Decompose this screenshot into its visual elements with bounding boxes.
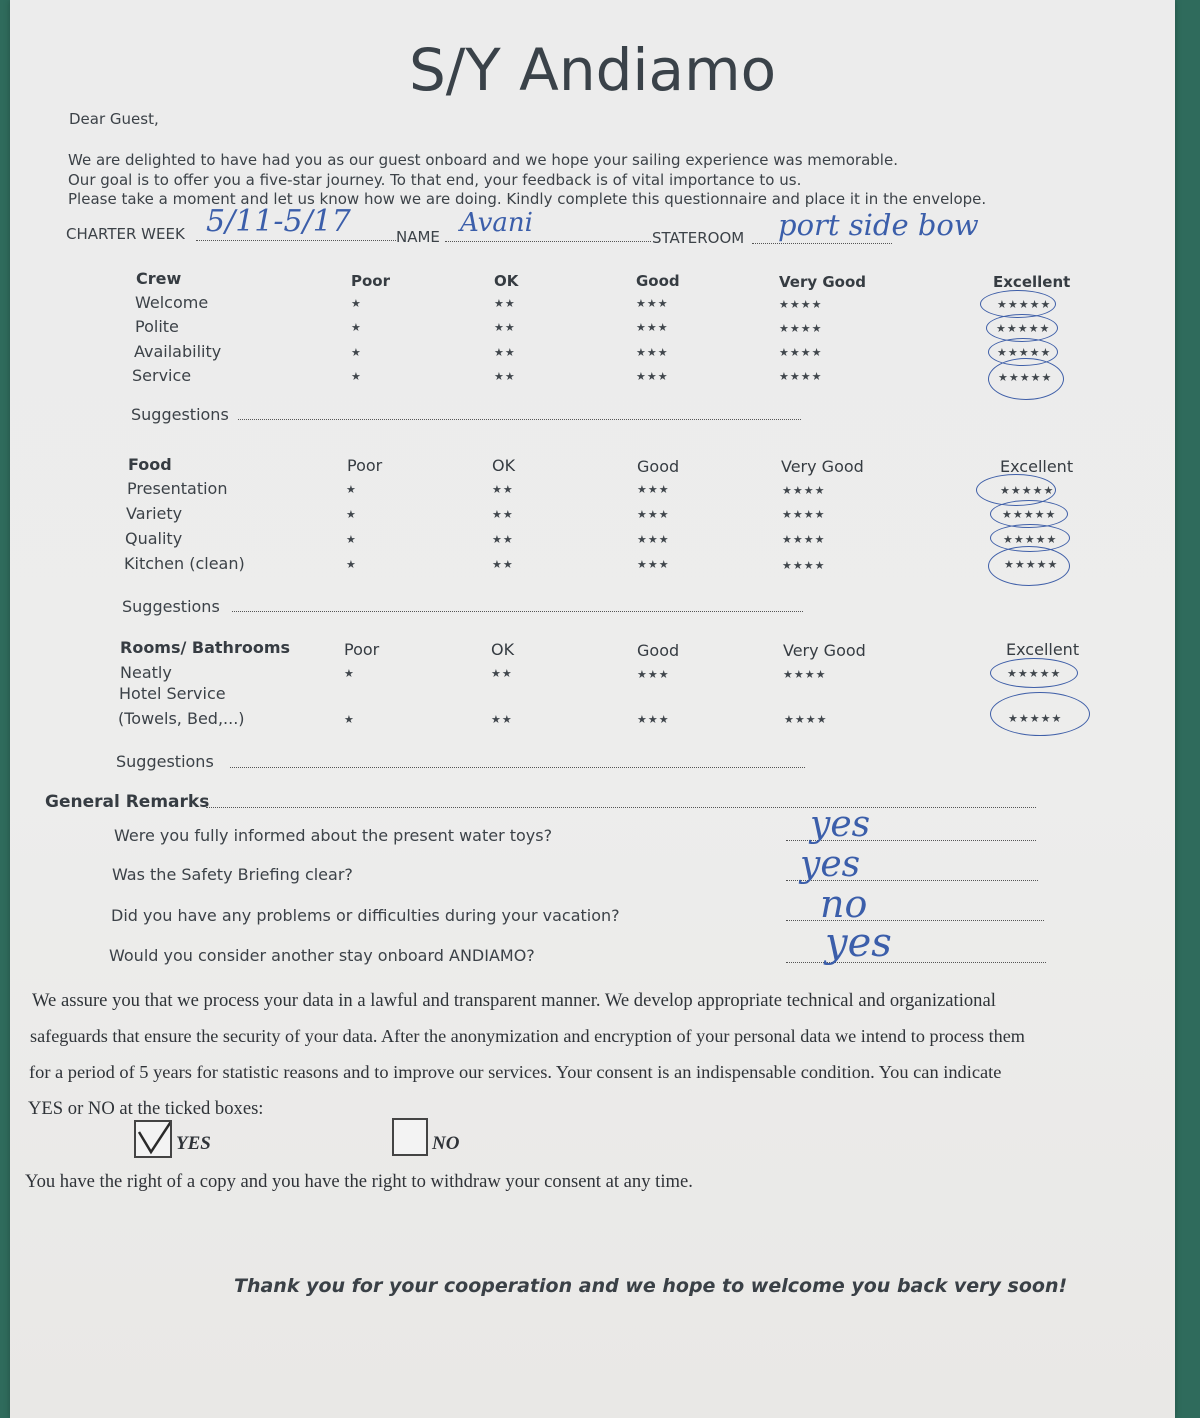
rating-5-star[interactable]: ★★★★★ [1004, 558, 1059, 571]
intro-line-2: Our goal is to offer you a five-star journey. To that end, your feedback is of vital importance to us. [68, 171, 802, 189]
name-line [445, 241, 651, 242]
rating-1-star[interactable]: ★ [351, 370, 362, 383]
rating-5-star[interactable]: ★★★★★ [997, 346, 1052, 359]
rating-1-star[interactable]: ★ [344, 667, 355, 680]
consent-yes-label: YES [176, 1133, 211, 1154]
question-water-toys: Were you fully informed about the present water toys? [114, 826, 553, 845]
stateroom-line [752, 243, 892, 244]
rooms-suggestions-label: Suggestions [116, 752, 214, 771]
answer-problems[interactable]: no [820, 882, 868, 926]
consent-no-label: NO [432, 1133, 460, 1154]
crew-col-excellent: Excellent [993, 273, 1071, 291]
rating-3-star[interactable]: ★★★ [636, 346, 669, 359]
charter-week-line [196, 240, 396, 241]
rating-3-star[interactable]: ★★★ [637, 508, 670, 521]
rating-4-star[interactable]: ★★★★ [782, 508, 826, 521]
rooms-col-very-good: Very Good [783, 641, 866, 660]
rating-4-star[interactable]: ★★★★ [784, 713, 828, 726]
page-title: S/Y Andiamo [408, 36, 777, 104]
rating-1-star[interactable]: ★ [346, 533, 357, 546]
rooms-col-poor: Poor [344, 640, 380, 659]
food-section-title: Food [128, 455, 172, 474]
rating-5-star[interactable]: ★★★★★ [1002, 508, 1057, 521]
intro-line-3: Please take a moment and let us know how we are doing. Kindly complete this questionnaire and place it in the envelope. [68, 190, 987, 208]
privacy-line-3: for a period of 5 years for statistic reasons and to improve our services. Your consent is an indispensable condition. You can indicate [29, 1062, 1002, 1082]
selection-circle [990, 658, 1078, 688]
rating-3-star[interactable]: ★★★ [636, 370, 669, 383]
rating-4-star[interactable]: ★★★★ [782, 533, 826, 546]
crew-section-title: Crew [136, 269, 182, 288]
food-col-ok: OK [492, 456, 516, 475]
crew-col-good: Good [636, 272, 680, 290]
rating-3-star[interactable]: ★★★ [636, 297, 669, 310]
rating-2-star[interactable]: ★★ [492, 483, 514, 496]
crew-col-very-good: Very Good [779, 273, 867, 291]
intro-line-1: We are delighted to have had you as our guest onboard and we hope your sailing experience was memorable. [68, 151, 898, 169]
rating-3-star[interactable]: ★★★ [637, 483, 670, 496]
food-row-kitchen: Kitchen (clean) [124, 554, 245, 573]
crew-row-service: Service [132, 366, 192, 385]
rating-4-star[interactable]: ★★★★ [783, 668, 827, 681]
answer-safety-briefing[interactable]: yes [800, 844, 861, 885]
crew-row-polite: Polite [135, 317, 179, 336]
question-another-stay: Would you consider another stay onboard ANDIAMO? [109, 946, 535, 965]
rating-4-star[interactable]: ★★★★ [779, 298, 823, 311]
rights-text: You have the right of a copy and you have the right to withdraw your consent at any time. [25, 1171, 693, 1192]
name-label: NAME [396, 228, 440, 246]
rating-1-star[interactable]: ★ [351, 346, 362, 359]
rooms-row-towels-bed: (Towels, Bed,...) [118, 709, 245, 728]
rating-4-star[interactable]: ★★★★ [782, 484, 826, 497]
rating-2-star[interactable]: ★★ [494, 321, 516, 334]
rooms-suggestions-line[interactable] [230, 767, 805, 768]
rooms-col-excellent: Excellent [1006, 640, 1080, 659]
rating-1-star[interactable]: ★ [351, 321, 362, 334]
rating-5-star[interactable]: ★★★★★ [1007, 667, 1062, 680]
rating-3-star[interactable]: ★★★ [637, 558, 670, 571]
rating-1-star[interactable]: ★ [344, 713, 355, 726]
rating-5-star[interactable]: ★★★★★ [996, 322, 1051, 335]
rating-3-star[interactable]: ★★★ [637, 668, 670, 681]
rating-1-star[interactable]: ★ [351, 297, 362, 310]
rating-1-star[interactable]: ★ [346, 558, 357, 571]
food-suggestions-label: Suggestions [122, 597, 220, 616]
rating-5-star[interactable]: ★★★★★ [1003, 533, 1058, 546]
rooms-section-title: Rooms/ Bathrooms [120, 638, 291, 657]
rooms-col-good: Good [637, 641, 680, 660]
rating-2-star[interactable]: ★★ [492, 508, 514, 521]
general-remarks-line[interactable] [206, 807, 1036, 808]
rating-4-star[interactable]: ★★★★ [779, 370, 823, 383]
question-safety-briefing: Was the Safety Briefing clear? [112, 865, 353, 884]
crew-row-availability: Availability [134, 342, 222, 361]
rating-3-star[interactable]: ★★★ [637, 713, 670, 726]
food-suggestions-line[interactable] [232, 611, 803, 612]
food-col-excellent: Excellent [1000, 457, 1074, 476]
rating-2-star[interactable]: ★★ [492, 533, 514, 546]
privacy-line-4: YES or NO at the ticked boxes: [28, 1098, 264, 1119]
stateroom-value[interactable]: port side bow [778, 208, 979, 242]
rating-2-star[interactable]: ★★ [492, 558, 514, 571]
crew-col-poor: Poor [351, 272, 391, 290]
consent-no-checkbox[interactable] [392, 1118, 428, 1156]
crew-suggestions-label: Suggestions [131, 405, 229, 424]
rating-2-star[interactable]: ★★ [494, 346, 516, 359]
answer-another-stay[interactable]: yes [825, 920, 892, 966]
rating-5-star[interactable]: ★★★★★ [997, 298, 1052, 311]
thank-you-message: Thank you for your cooperation and we hope to welcome you back very soon! [234, 1275, 1068, 1297]
rating-5-star[interactable]: ★★★★★ [1000, 484, 1055, 497]
question-problems: Did you have any problems or difficulties during your vacation? [111, 906, 620, 925]
food-row-variety: Variety [126, 504, 183, 523]
rating-4-star[interactable]: ★★★★ [779, 346, 823, 359]
rating-2-star[interactable]: ★★ [491, 667, 513, 680]
questionnaire-sheet [10, 0, 1175, 1418]
crew-col-ok: OK [494, 272, 519, 290]
rating-1-star[interactable]: ★ [346, 483, 357, 496]
selection-circle [988, 358, 1064, 400]
checkmark-icon [136, 1122, 170, 1156]
rating-2-star[interactable]: ★★ [494, 297, 516, 310]
rooms-row-neatly: Neatly [120, 663, 172, 682]
rating-2-star[interactable]: ★★ [494, 370, 516, 383]
selection-circle [990, 692, 1090, 736]
food-col-good: Good [637, 457, 680, 476]
greeting: Dear Guest, [69, 110, 159, 128]
crew-row-welcome: Welcome [135, 293, 209, 312]
rooms-row-hotel-service: Hotel Service [119, 684, 226, 703]
rating-3-star[interactable]: ★★★ [636, 321, 669, 334]
rooms-col-ok: OK [491, 640, 515, 659]
charter-week-value[interactable]: 5/11-5/17 [206, 204, 351, 239]
rating-5-star[interactable]: ★★★★★ [998, 371, 1053, 384]
rating-3-star[interactable]: ★★★ [637, 533, 670, 546]
rating-1-star[interactable]: ★ [346, 508, 357, 521]
rating-4-star[interactable]: ★★★★ [779, 322, 823, 335]
food-row-presentation: Presentation [127, 479, 228, 498]
selection-circle [988, 546, 1070, 586]
consent-yes-checkbox[interactable] [134, 1120, 172, 1158]
food-col-poor: Poor [347, 456, 383, 475]
privacy-line-1: We assure you that we process your data in a lawful and transparent manner. We develop appropriate technical and organizational [32, 990, 996, 1011]
food-row-quality: Quality [125, 529, 183, 548]
rating-4-star[interactable]: ★★★★ [782, 559, 826, 572]
privacy-line-2: safeguards that ensure the security of your data. After the anonymization and encryption of your personal data we intend to process them [30, 1026, 1025, 1046]
charter-week-label: CHARTER WEEK [66, 225, 185, 243]
rating-2-star[interactable]: ★★ [491, 713, 513, 726]
name-value[interactable]: Avani [460, 208, 533, 238]
answer-water-toys[interactable]: yes [810, 804, 871, 845]
stateroom-label: STATEROOM [652, 229, 745, 247]
crew-suggestions-line[interactable] [238, 419, 801, 420]
rating-5-star[interactable]: ★★★★★ [1008, 712, 1063, 725]
food-col-very-good: Very Good [781, 457, 864, 476]
general-remarks-label: General Remarks [45, 792, 210, 812]
